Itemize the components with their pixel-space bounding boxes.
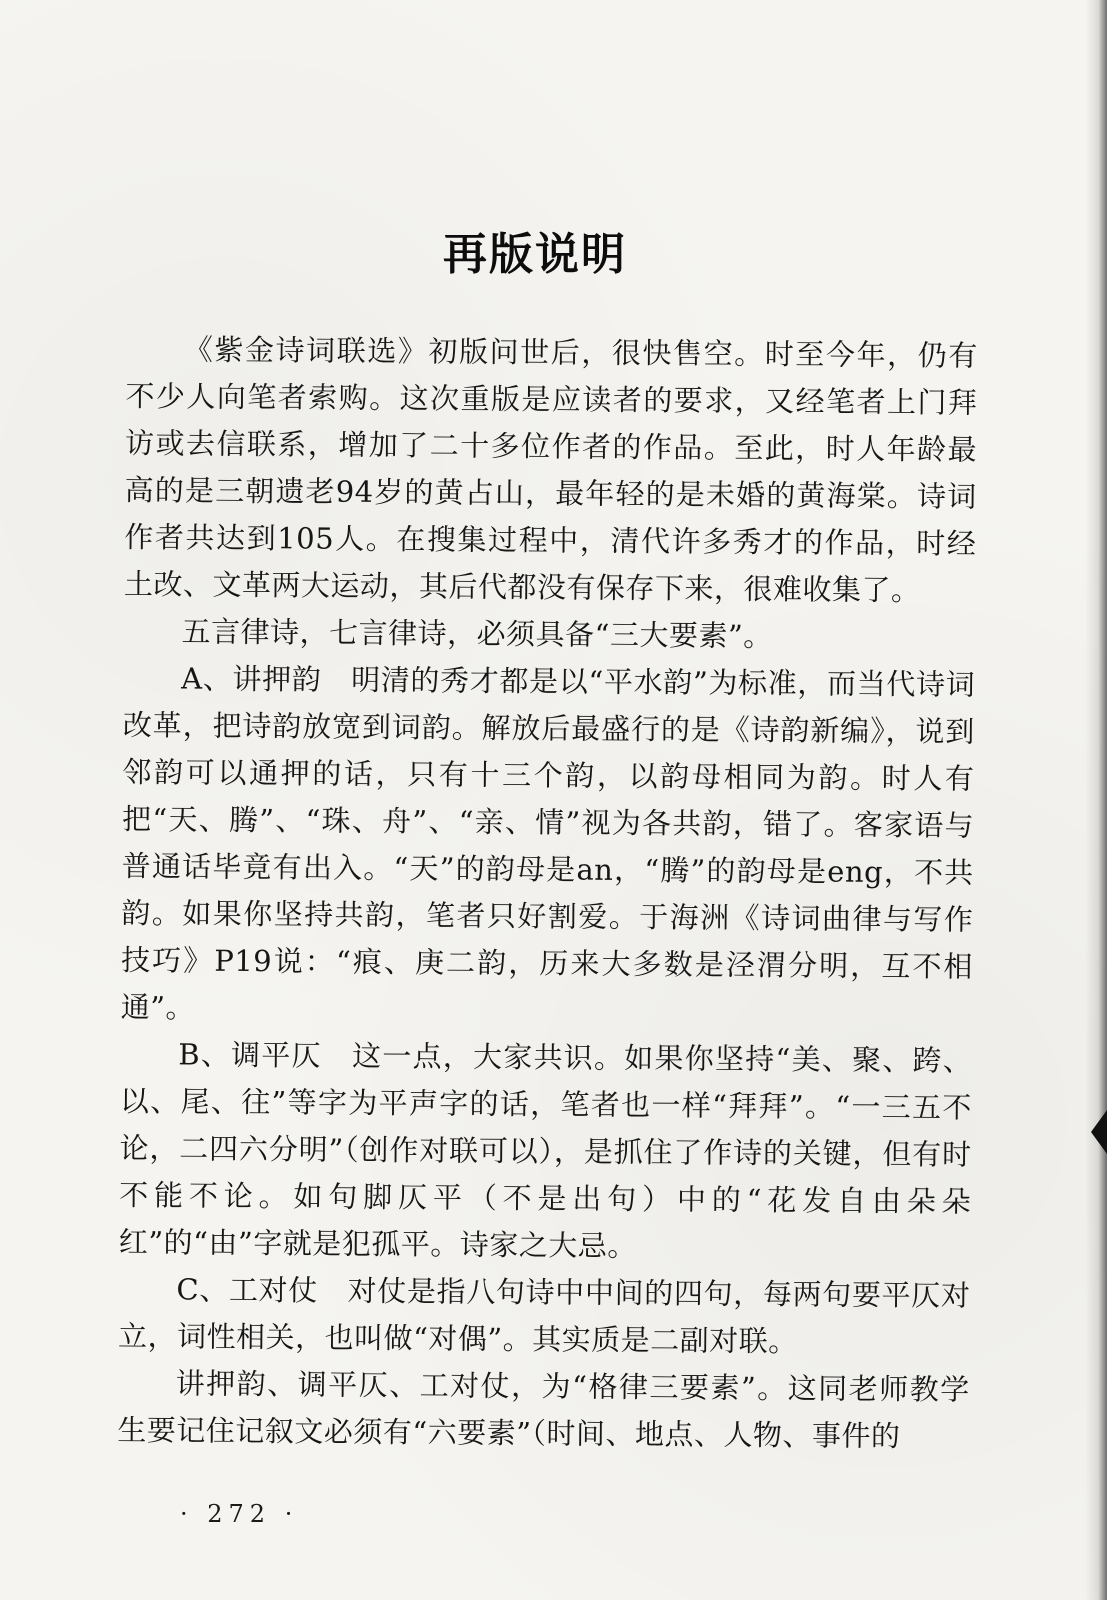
paragraph-antithesis: C、工对仗 对仗是指八句诗中中间的四句，每两句要平仄对立，词性相关，也叫做“对偶”。其实质是二副对联。	[117, 1272, 971, 1359]
paragraph-summary: 讲押韵、调平仄、工对仗，为“格律三要素”。这同老师教学生要记住记叙文必须有“六要素”（时间、地点、人物、事件的	[117, 1366, 970, 1454]
scan-edge-shadow	[1085, 0, 1107, 1600]
paragraph-three-elements: 五言律诗，七言律诗，必须具备“三大要素”。	[181, 614, 773, 654]
page-number: · 272 ·	[180, 1500, 299, 1528]
scan-clip-mark	[1091, 1110, 1107, 1154]
body-text	[117, 326, 978, 1461]
paragraph-tone: B、调平仄 这一点，大家共识。如果你坚持“美、聚、跨、以、尾、往”等字为平声字的话，笔者也一样“拜拜”。“一三五不论，二四六分明”（创作对联可以），是抓住了作诗的关键，但有时不能不论。如句脚仄平（不是出句）中的“花发自由朵朵红”的“由”字就是犯孤平。诗家之大忌。	[118, 1037, 973, 1264]
paragraph-intro: 《紫金诗词联选》初版问世后，很快售空。时至今年，仍有不少人向笔者索购。这次重版是应读者的要求，又经笔者上门拜访或去信联系，增加了二十多位作者的作品。至此，时人年龄最高的是三朝遗老94岁的黄占山，最年轻的是未婚的黄海棠。诗词作者共达到105人。在搜集过程中，清代许多秀才的作品，时经土改、文革两大运动，其后代都没有保存下来，很难收集了。	[123, 332, 978, 608]
paragraph-rhyme: A、讲押韵 明清的秀才都是以“平水韵”为标准，而当代诗词改革，把诗韵放宽到词韵。解放后最盛行的是《诗韵新编》，说到邻韵可以通押的话，只有十三个韵，以韵母相同为韵。时人有把“天、腾”、“珠、舟”、“亲、情”视为各共韵，错了。客家语与普通话毕竟有出入。“天”的韵母是an，“腾”的韵母是eng，不共韵。如果你坚持共韵，笔者只好割爱。于海洲《诗词曲律与写作技巧》P19说：“痕、庚二韵，历来大多数是泾渭分明，互不相通”。	[120, 661, 976, 1025]
page-title: 再版说明	[443, 229, 627, 280]
